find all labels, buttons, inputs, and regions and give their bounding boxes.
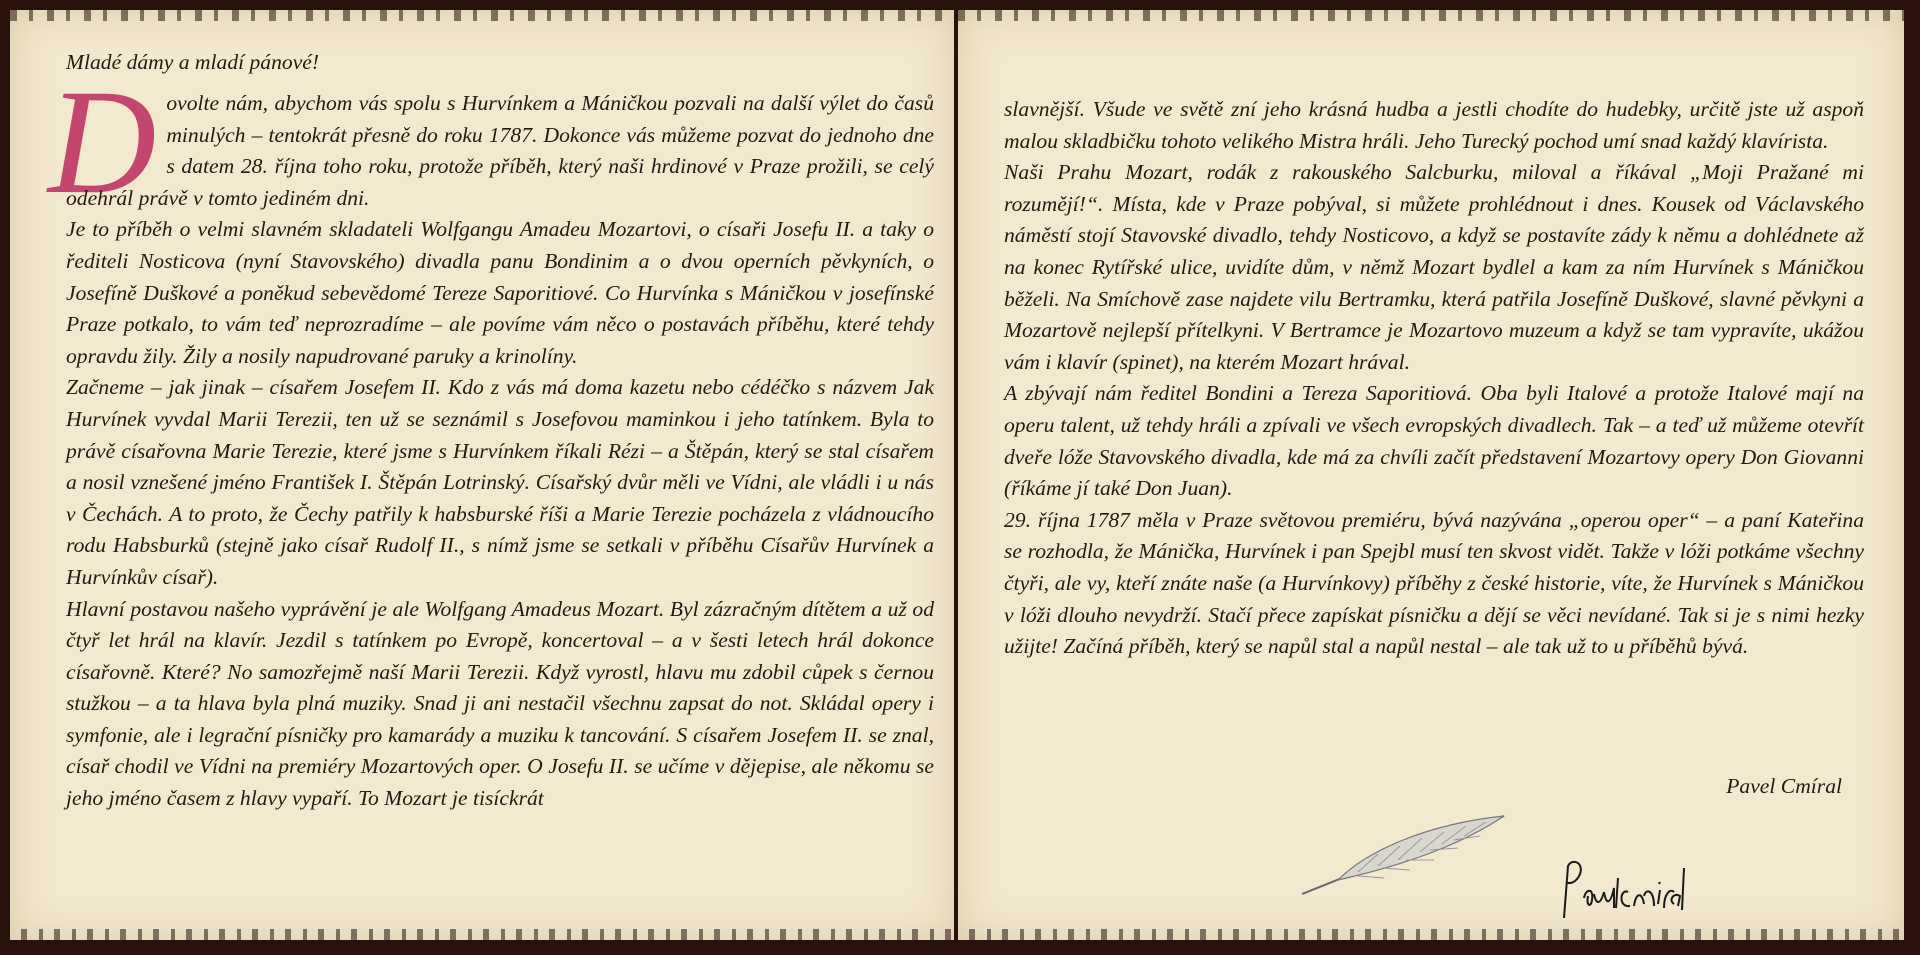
torn-edge-top [958,9,1904,21]
paragraph-text: ovolte nám, abychom vás spolu s Hurvínkem a Máničkou pozvali na další výlet do časů minulých – tentokrát přesně do roku 1787. Dokonce vás můžeme pozvat do jednoho dne s datem 28. října toho roku, protože příběh, který naši hrdinové v Praze prožili, se celý odehrál právě v tomto jediném dni. [66,91,934,210]
paragraph: Začneme – jak jinak – císařem Josefem II. Kdo z vás má doma kazetu nebo cédéčko s názvem Jak Hurvínek vyvdal Marii Terezii, ten už se seznámil s Josefovou maminkou i jeho tatínkem. Byla to právě císařovna Marie Terezie, které jsme s Hurvínkem říkali Rézi – a Štěpán, který se stal císařem a nosil vznešené jméno František I. Štěpán Lotrinský. Císařský dvůr měli ve Vídni, ale vládli i u nás v Čechách. A to proto, že Čechy patřily k habsburské říši a Marie Terezie pocházela z vládnoucího rodu Habsburků (stejně jako císař Rudolf II., s nímž jsme se setkali v příběhu Císařův Hurvínek a Hurvínkův císař). [66,375,934,589]
torn-edge-top [10,9,954,21]
paragraph: slavnější. Všude ve světě zní jeho krásná hudba a jestli chodíte do hudebky, určitě jste už aspoň malou skladbičku tohoto velikého Mistra hráli. Jeho Turecký pochod umí snad každý klavírista. [1004,97,1864,153]
torn-edge-bottom [958,929,1904,941]
author-name: Pavel Cmíral [1726,774,1842,798]
paragraph: Naši Prahu Mozart, rodák z rakouského Salcburku, miloval a říkával „Moji Pražané mi rozumějí!“. Místa, kde v Praze pobýval, si můžete prohlédnout i dnes. Kousek od Václavského náměstí stojí Stavovské divadlo, tehdy Nosticovo, a když se postavíte zády k němu a dohlédnete až na konec Rytířské ulice, uvidíte dům, v němž Mozart bydlel a kam za ním Hurvínek s Máničkou běželi. Na Smíchově zase najdete vilu Bertramku, která patřila Josefíně Duškové, slavné pěvkyni a Mozartově nejlepší přítelkyni. V Bertramce je Mozartovo muzeum a když se tam vypravíte, ukážou vám i klavír (spinet), na kterém Mozart hrával. [1004,160,1864,374]
paragraph: Je to příběh o velmi slavném skladateli Wolfgangu Amadeu Mozartovi, o císaři Josefu II. a taky o řediteli Nosticova (nyní Stavovského) divadla panu Bondinim a o dvou operních pěvkyních, o Josefíně Duškové a poněkud sebevědomé Tereze Saporitiové. Co Hurvínka s Máničkou v josefínské Praze potkalo, to vám teď neprozradíme – ale povíme vám něco o postavách příběhu, které tehdy opravdu žily. Žily a nosily napudrované paruky a krinolíny. [66,217,934,368]
right-page [958,10,1904,940]
left-page [10,10,954,940]
feather-quill-icon [1298,810,1508,900]
handwritten-signature [1558,848,1688,928]
paragraph: Hlavní postavou našeho vyprávění je ale Wolfgang Amadeus Mozart. Byl zázračným dítětem a už od čtyř let hrál na klavír. Jezdil s tatínkem po Evropě, koncertoval – a v šesti letech hrál dokonce císařovně. Které? No samozřejmě naší Marii Terezii. Když vyrostl, hlavu mu zdobil cůpek s černou stužkou – a ta hlava byla plná muziky. Snad ji ani nestačil všechnu zapsat do not. Skládal opery i symfonie, ale i legrační písničky pro kamarády a muziku k tancování. S císařem Josefem II. se znal, císař chodil ve Vídni na premiéry Mozartových oper. O Josefu II. se učíme v dějepise, ale někomu se jeho jméno časem z hlavy vypaří. To Mozart je tisíckrát [66,596,934,811]
paragraph: 29. října 1787 měla v Praze světovou premiéru, bývá nazývána „operou oper“ – a paní Kateřina se rozhodla, že Mánička, Hurvínek i pan Spejbl musí ten skvost vidět. Takže v lóži potkáme všechny čtyři, ale vy, kteří znáte naše (a Hurvínkovy) příběhy z české historie, víte, že Hurvínek s Máničkou v lóži dlouho nevydrží. Stačí přece zapískat písničku a dějí se věci nevídané. Tak si je s nimi hezky užijte! Začíná příběh, který se napůl stal a napůl nestal – ale tak už to u příběhů bývá. [1004,507,1864,659]
drop-cap: D [48,59,157,225]
greeting: Mladé dámy a mladí pánové! [66,50,320,74]
paragraph: A zbývají nám ředitel Bondini a Tereza Saporitiová. Oba byli Italové a protože Italové mají na operu talent, už tehdy hráli a zpívali ve všech evropských divadlech. Tak – a teď už můžeme otevřít dveře lóže Stavovského divadla, kde má za chvíli začít představení Mozartovy opery Don Giovanni (říkáme jí také Don Juan). [1004,381,1864,501]
right-body-text [1004,94,1864,663]
torn-edge-bottom [10,929,954,941]
